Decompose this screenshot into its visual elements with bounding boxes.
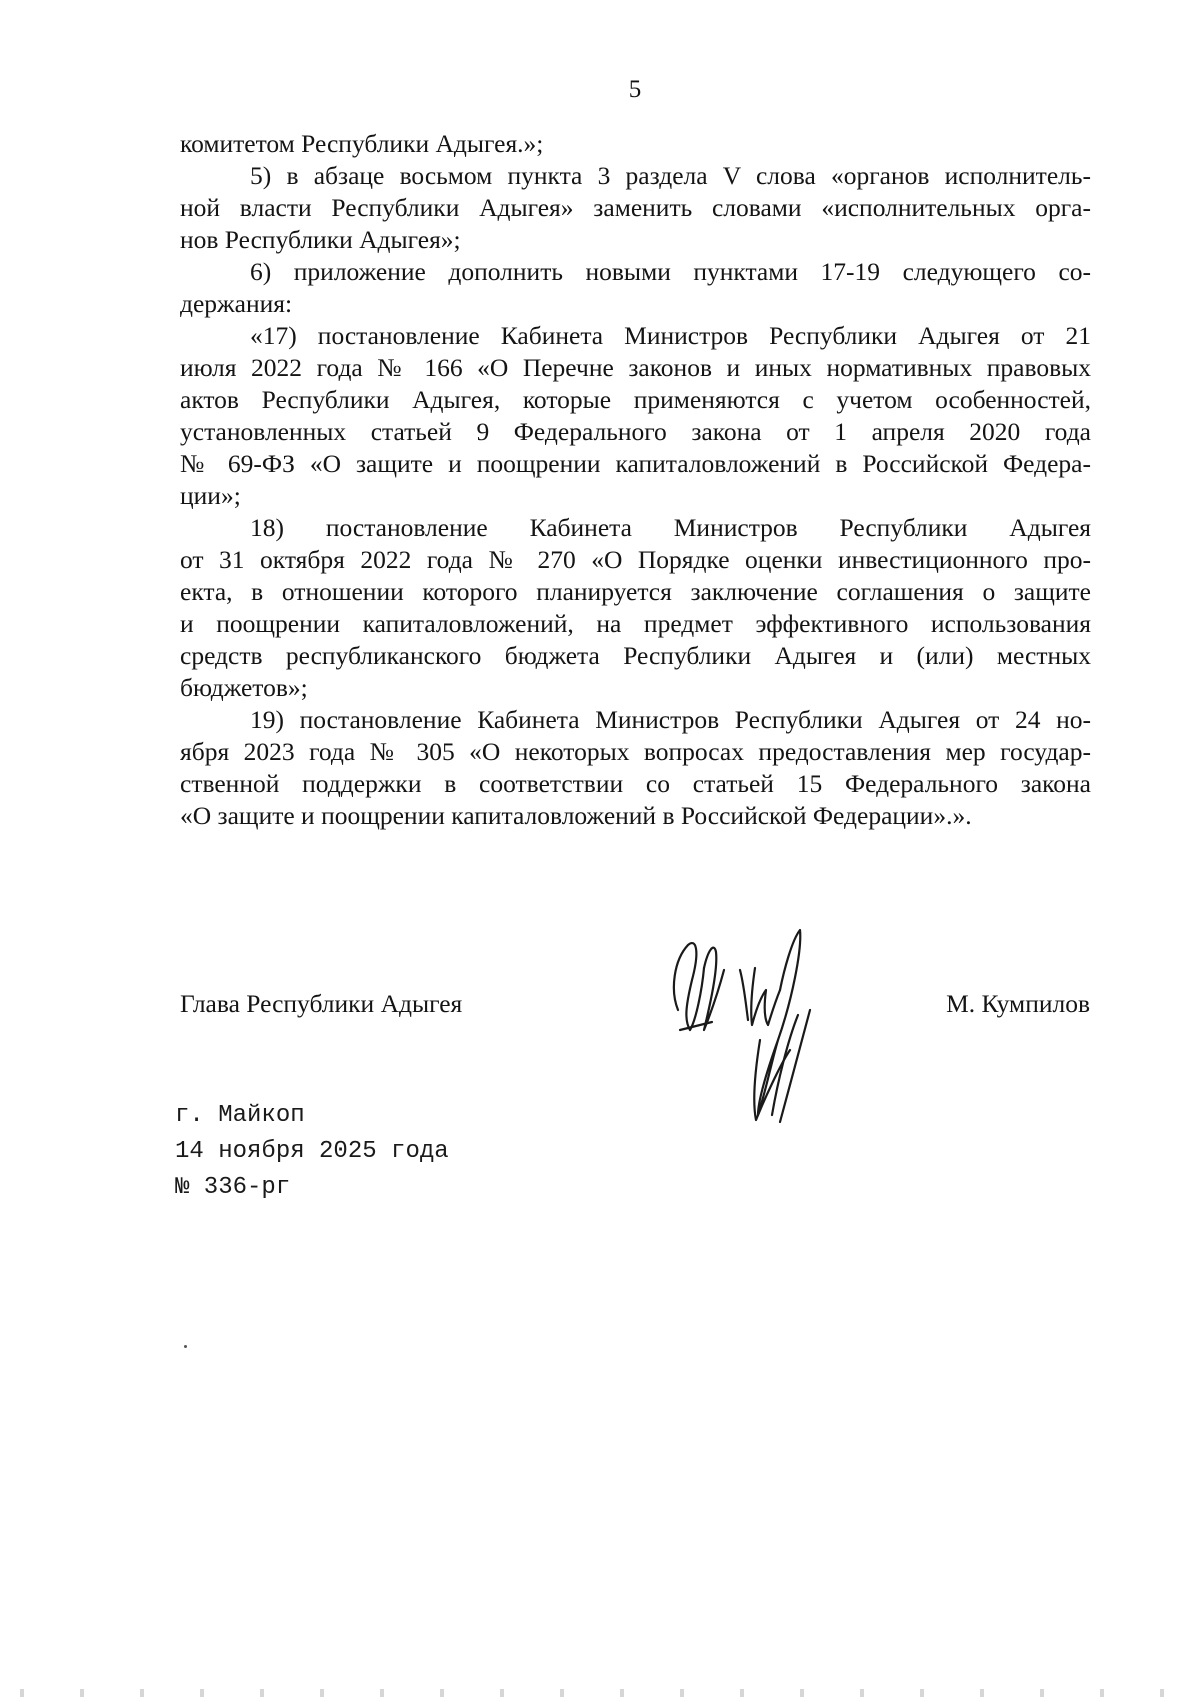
scan-speck	[184, 1345, 187, 1348]
signatory-title: Глава Республики Адыгея	[180, 989, 463, 1018]
body-line: 6) приложение дополнить новыми пунктами 17-19 следующего со-	[250, 257, 1091, 286]
body-line: от 31 октября 2022 года № 270 «О Порядке оценки инвестиционного про-	[180, 545, 1091, 574]
body-line: средств республиканского бюджета Республики Адыгея и (или) местных	[180, 641, 1091, 670]
body-line: 5) в абзаце восьмом пункта 3 раздела V слова «органов исполнитель-	[250, 161, 1091, 190]
body-line: ственной поддержки в соответствии со статьей 15 Федерального закона	[180, 769, 1091, 798]
body-line: комитетом Республики Адыгея.»;	[180, 129, 544, 158]
body-line: нов Республики Адыгея»;	[180, 225, 461, 254]
body-line: и поощрении капиталовложений, на предмет эффективного использования	[180, 609, 1091, 638]
page-number: 5	[628, 76, 642, 103]
body-line: актов Республики Адыгея, которые применяются с учетом особенностей,	[180, 385, 1091, 414]
body-line: екта, в отношении которого планируется заключение соглашения о защите	[180, 577, 1091, 606]
body-line: бюджетов»;	[180, 673, 308, 702]
issue-date: 14 ноября 2025 года	[175, 1138, 449, 1165]
body-line: держания:	[180, 289, 293, 318]
body-line: «17) постановление Кабинета Министров Республики Адыгея от 21	[250, 321, 1091, 350]
signatory-name: М. Кумпилов	[946, 989, 1090, 1018]
body-line: ной власти Республики Адыгея» заменить словами «исполнительных орга-	[180, 193, 1091, 222]
body-line: ября 2023 года № 305 «О некоторых вопросах предоставления мер государ-	[180, 737, 1091, 766]
body-line: 18) постановление Кабинета Министров Республики Адыгея	[250, 513, 1091, 542]
body-line: ции»;	[180, 481, 241, 510]
body-line: установленных статьей 9 Федерального закона от 1 апреля 2020 года	[180, 417, 1091, 446]
issue-number: № 336-рг	[175, 1174, 291, 1201]
body-line: № 69-ФЗ «О защите и поощрении капиталовложений в Российской Федера-	[180, 449, 1091, 478]
handwritten-signature	[660, 890, 860, 1135]
body-line: «О защите и поощрении капиталовложений в Российской Федерации».».	[180, 801, 972, 830]
scan-edge-artifact	[0, 1689, 1200, 1697]
issue-city: г. Майкоп	[175, 1102, 305, 1129]
body-line: 19) постановление Кабинета Министров Республики Адыгея от 24 но-	[250, 705, 1091, 734]
body-line: июля 2022 года № 166 «О Перечне законов и иных нормативных правовых	[180, 353, 1091, 382]
